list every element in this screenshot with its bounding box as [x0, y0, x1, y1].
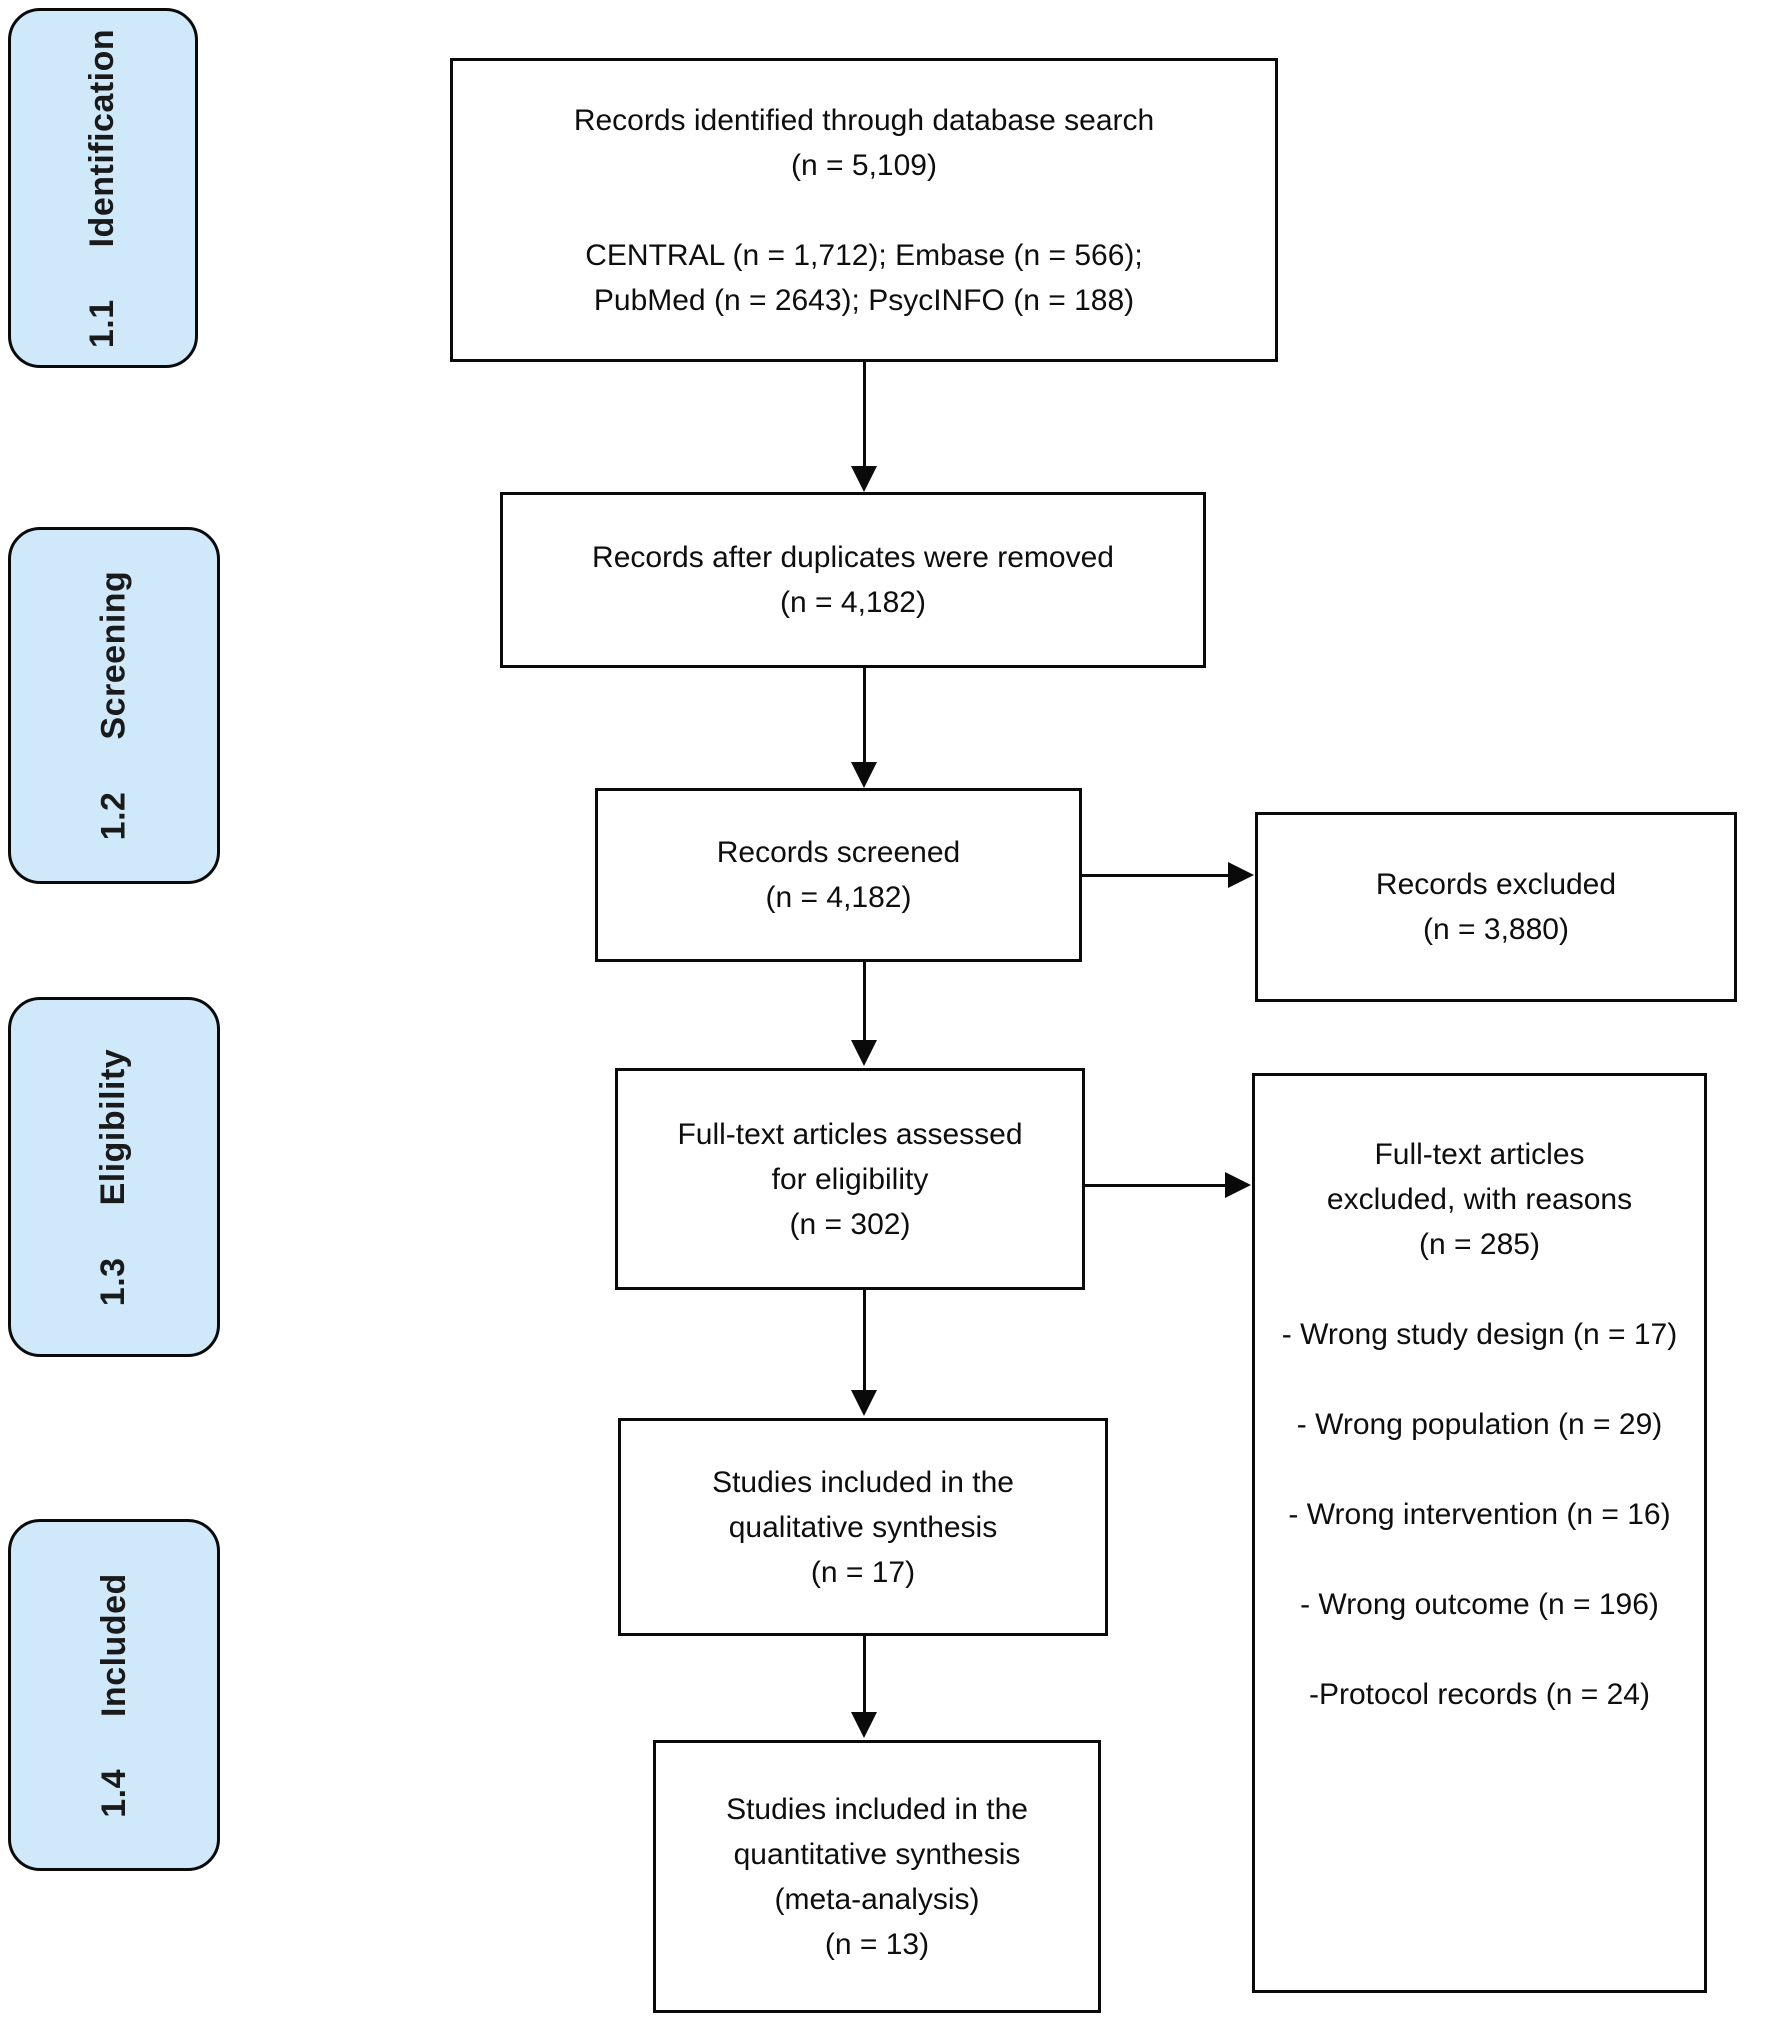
box-records-screened	[595, 788, 1082, 962]
stage-eligibility-label	[95, 1048, 134, 1305]
stage-number: 1.3	[94, 1256, 133, 1306]
exclusion-reason: -Protocol records (n = 24)	[1309, 1678, 1650, 1711]
duplicates-removed-line: Records after duplicates were removed	[592, 541, 1114, 574]
arrow-fulltext-to-qualitative-head	[851, 1390, 877, 1416]
fulltext-assessed-line: for eligibility	[771, 1162, 929, 1196]
fulltext-assessed-line: Full-text articles assessed	[677, 1117, 1023, 1151]
arrow-screened-to-fulltext-line	[863, 962, 866, 1042]
quantitative-line: Studies included in the	[726, 1792, 1028, 1826]
arrow-identified-to-deduplicated-head	[851, 466, 877, 492]
stage-eligibility	[8, 997, 220, 1357]
records-screened-count: (n = 4,182)	[765, 881, 912, 914]
records-identified-sources-line: PubMed (n = 2643); PsycINFO (n = 188)	[593, 283, 1135, 317]
arrow-fulltext-to-ftexcluded-head	[1225, 1172, 1251, 1198]
duplicates-removed-count: (n = 4,182)	[780, 586, 926, 619]
stage-number: 1.4	[94, 1768, 133, 1818]
qualitative-line: qualitative synthesis	[728, 1510, 998, 1544]
quantitative-line: quantitative synthesis	[733, 1837, 1021, 1871]
stage-number: 1.1	[83, 298, 122, 348]
exclusion-reason: - Wrong study design (n = 17)	[1281, 1318, 1678, 1351]
records-identified-line: Records identified through database search	[573, 103, 1155, 137]
quantitative-count: (n = 13)	[824, 1927, 930, 1961]
arrow-fulltext-to-ftexcluded-line	[1085, 1184, 1227, 1187]
records-excluded-line: Records excluded	[1375, 868, 1617, 901]
stage-included-label	[95, 1573, 134, 1818]
stage-screening-label	[95, 571, 134, 841]
records-excluded-count: (n = 3,880)	[1423, 913, 1569, 946]
box-duplicates-removed	[500, 492, 1206, 668]
arrow-screened-to-fulltext-head	[851, 1040, 877, 1066]
fulltext-excluded-header-line: excluded, with reasons	[1326, 1183, 1633, 1216]
arrow-deduplicated-to-screened-head	[851, 762, 877, 788]
quantitative-line: (meta-analysis)	[774, 1882, 980, 1916]
box-qualitative-synthesis	[618, 1418, 1108, 1636]
records-screened-line: Records screened	[716, 836, 961, 869]
box-records-identified	[450, 58, 1278, 362]
records-identified-sources-line: CENTRAL (n = 1,712); Embase (n = 566);	[585, 238, 1143, 272]
arrow-screened-to-excluded-line	[1082, 874, 1230, 877]
box-fulltext-assessed	[615, 1068, 1085, 1290]
qualitative-count: (n = 17)	[810, 1555, 916, 1589]
stage-identification-label	[84, 28, 123, 347]
arrow-fulltext-to-qualitative-line	[863, 1290, 866, 1392]
arrow-qualitative-to-quantitative-line	[863, 1636, 866, 1714]
arrow-qualitative-to-quantitative-head	[851, 1712, 877, 1738]
exclusion-reason: - Wrong outcome (n = 196)	[1300, 1588, 1659, 1621]
stage-included	[8, 1519, 220, 1871]
fulltext-excluded-header-line: Full-text articles	[1374, 1138, 1585, 1171]
stage-label: Included	[94, 1572, 133, 1717]
box-records-excluded	[1255, 812, 1737, 1002]
stage-label: Eligibility	[94, 1048, 133, 1205]
exclusion-reason: - Wrong population (n = 29)	[1296, 1408, 1663, 1441]
fulltext-assessed-count: (n = 302)	[789, 1207, 911, 1241]
stage-identification	[8, 8, 198, 368]
stage-number: 1.2	[94, 791, 133, 841]
qualitative-line: Studies included in the	[712, 1465, 1014, 1499]
box-quantitative-synthesis	[653, 1740, 1101, 2013]
box-fulltext-excluded	[1252, 1073, 1707, 1993]
arrow-identified-to-deduplicated-line	[863, 362, 866, 468]
arrow-screened-to-excluded-head	[1228, 862, 1254, 888]
exclusion-reason: - Wrong intervention (n = 16)	[1288, 1498, 1671, 1531]
stage-label: Identification	[83, 28, 122, 247]
records-identified-count: (n = 5,109)	[791, 148, 937, 182]
arrow-deduplicated-to-screened-line	[863, 668, 866, 764]
stage-screening	[8, 527, 220, 884]
fulltext-excluded-count: (n = 285)	[1419, 1228, 1540, 1261]
stage-label: Screening	[94, 570, 133, 740]
